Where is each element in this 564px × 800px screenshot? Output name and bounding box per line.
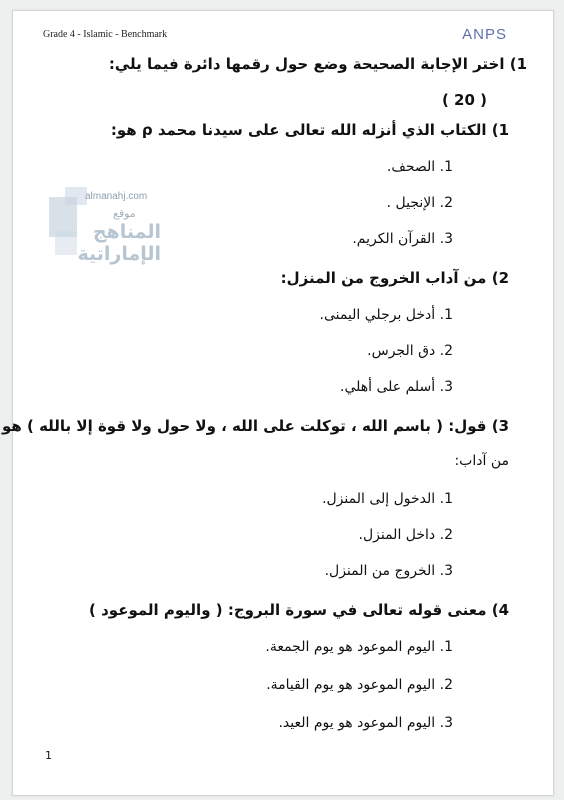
question-2-option-2: 2. دق الجرس. [367, 343, 453, 359]
question-4-title: 4) معنى قوله تعالى في سورة البروج: ( واليوم الموعود ) [89, 601, 509, 619]
question-4-option-3: 3. اليوم الموعود هو يوم العيد. [278, 715, 453, 731]
header-school-code: ANPS [462, 26, 507, 43]
watermark-line1: موقع [113, 207, 136, 220]
instruction-points: ( 20 ) [441, 91, 487, 109]
watermark-url: almanahj.com [85, 191, 148, 202]
question-1-title: 1) الكتاب الذي أنزله الله تعالى على سيدنا محمد ρ هو: [110, 121, 509, 139]
header-course-label: Grade 4 - Islamic - Benchmark [43, 29, 168, 40]
question-3-title: 3) قول: ( باسم الله ، توكلت على الله ، ولا حول ولا قوة إلا بالله ) هو [1, 417, 509, 435]
question-4-option-1: 1. اليوم الموعود هو يوم الجمعة. [265, 639, 453, 655]
question-1-option-1: 1. الصحف. [386, 159, 453, 175]
worksheet-page [1, 10, 554, 796]
question-2-option-1: 1. أدخل برجلي اليمنى. [319, 307, 453, 323]
question-1-option-2: 2. الإنجيل . [386, 195, 453, 211]
question-4-option-2: 2. اليوم الموعود هو يوم القيامة. [266, 677, 453, 693]
instruction-title: 1) اختر الإجابة الصحيحة وضع حول رقمها دائرة فيما يلي: [108, 55, 527, 73]
watermark-logo [49, 187, 161, 267]
question-3-title-continued: من آداب: [454, 453, 509, 469]
page-number: 1 [45, 749, 52, 762]
watermark-line2: المناهج الإماراتية [77, 221, 161, 265]
question-2-title: 2) من آداب الخروج من المنزل: [280, 269, 509, 287]
question-3-option-2: 2. داخل المنزل. [358, 527, 453, 543]
question-1-option-3: 3. القرآن الكريم. [352, 231, 453, 247]
question-3-option-3: 3. الخروج من المنزل. [324, 563, 453, 579]
watermark-block-shape [65, 187, 87, 205]
question-2-option-3: 3. أسلم على أهلي. [340, 379, 453, 395]
question-3-option-1: 1. الدخول إلى المنزل. [322, 491, 453, 507]
